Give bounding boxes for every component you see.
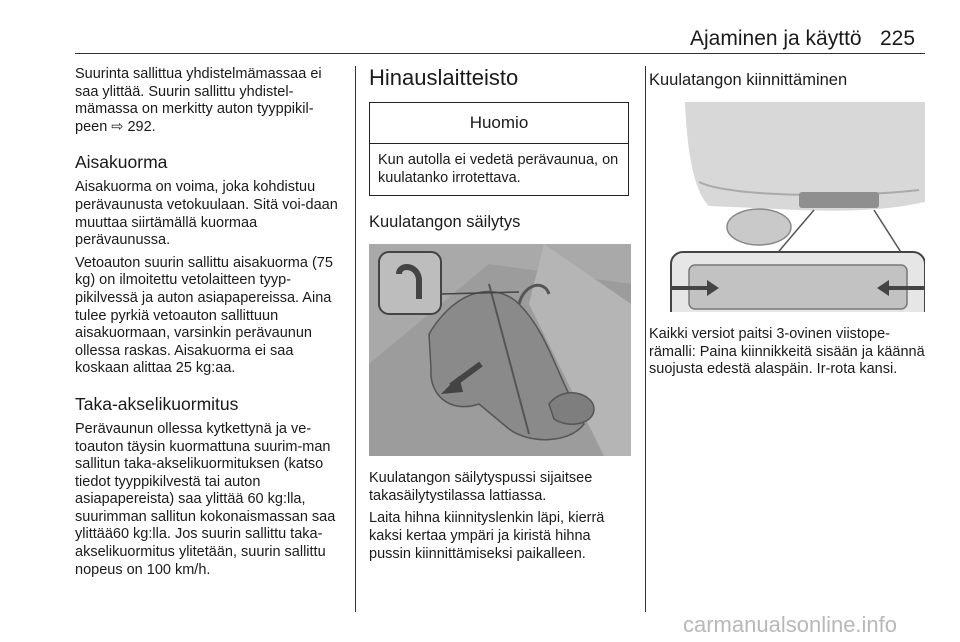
aisakuorma-heading: Aisakuorma [75, 152, 168, 173]
bumper-cover-illustration [649, 102, 925, 312]
notice-title: Huomio [370, 103, 628, 144]
aisakuorma-text-2: Vetoauton suurin sallittu aisakuorma (75 kg) on ilmoitettu vetolaitteen tyyp-pikilvessä ja auton asiapapereissa. Aina tulee pyrkiä vetoauton sallittuun aisakuormaan, varsinkin perävaunun ollessa raskas. Aisakuorma ei saa koskaan alittaa 25 kg:aa. [75, 254, 333, 377]
aisakuorma-text-1: Aisakuorma on voima, joka kohdistuu perävaunusta vetokuulaan. Sitä voi-daan muuttaa siirtämällä kuormaa perävaunussa. [75, 179, 338, 249]
sailytys-text-2: Laita hihna kiinnityslenkin läpi, kierrä kaksi kertaa ympäri ja kiristä hihna pussin kiinnittämiseksi paikalleen. [369, 510, 605, 562]
sailytys-heading: Kuulatangon säilytys [369, 213, 521, 232]
sailytys-text-1: Kuulatangon säilytyspussi sijaitsee takasäilytystilassa lattiassa. [369, 470, 593, 504]
taka-akselikuormitus-heading: Taka-akselikuormitus [75, 393, 239, 414]
column-left [75, 66, 345, 579]
notice-box [369, 102, 629, 196]
taka-akselikuormitus-text: Perävaunun ollessa kytkettynä ja ve-toauton täysin kuormattuna suurim-man sallitun taka-akselikuormituksen (katso tiedot tyyppikilvestä tai auton asiapapereista) saa ylittää 60 kg:lla, suurimman sallitun kokonaismassan saa ylittää60 kg:lla. Jos suurin sallittu taka-akselikuormitus ylitetään, suurin sallittu nopeus on 100 km/h. [75, 420, 336, 578]
kiinnittaminen-heading: Kuulatangon kiinnittäminen [649, 71, 848, 89]
watermark: carmanualsonline.info [683, 612, 898, 637]
storage-bag-illustration [369, 244, 631, 456]
notice-text: Kun autolla ei vedetä perävaunua, on kuulatanko irrotettava. [378, 152, 619, 186]
column-right [649, 66, 934, 379]
hinauslaitteisto-heading: Hinauslaitteisto [369, 65, 519, 90]
column-divider-2 [645, 66, 646, 612]
header-rule [75, 53, 925, 54]
page-number: 225 [880, 27, 916, 50]
intro-text: Suurinta sallittua yhdistelmämassaa ei saa ylittää. Suurin sallittu yhdistel-mämassa on merkitty auton tyyppikil-peen ⇨ 292. [75, 66, 322, 135]
kiinnittaminen-text: Kaikki versiot paitsi 3-ovinen viistope-rämalli: Paina kiinnikkeitä sisään ja käännä suojusta edestä alaspäin. Ir-rota kansi. [649, 326, 925, 378]
column-middle [369, 66, 634, 563]
header-title: Ajaminen ja käyttö [690, 27, 862, 50]
column-divider-1 [355, 66, 356, 612]
